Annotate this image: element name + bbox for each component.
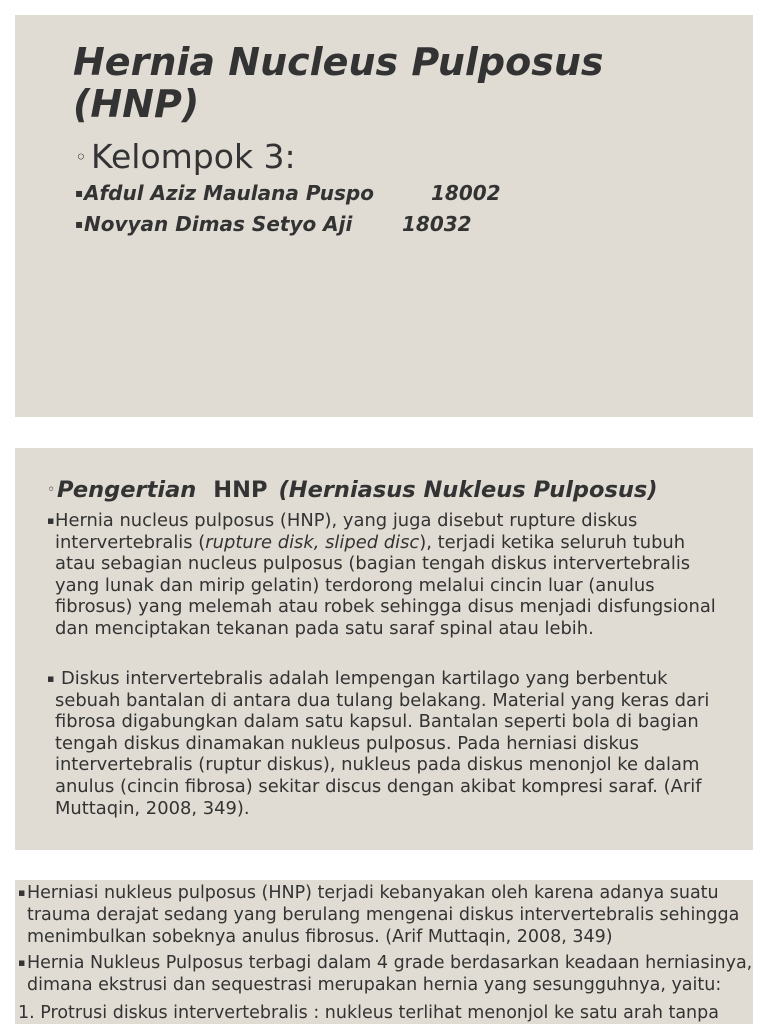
paragraph-line [18,882,739,904]
paragraph-line: tengah diskus dinamakan nukleus pulposus. Pada herniasi diskus [55,732,639,754]
paragraph-line [47,668,709,690]
line-text: intervertebralis ( [55,531,206,553]
list-item: 1. Protrusi diskus intervertebralis : nukleus terlihat menonjol ke satu arah tanpa [18,1003,719,1023]
paragraph-line: fibrosus) yang melemah atau robek sehingga disus menjadi disfungsional [55,596,716,618]
paragraph-line: menimbulkan sobeknya anulus fibrosus. (Arif Muttaqin, 2008, 349) [27,927,613,947]
section-heading [47,476,658,504]
paragraph-line [47,510,716,532]
member-id: 18032 [402,212,472,236]
member-id: 18002 [431,181,501,205]
paragraph-line: dimana ekstrusi dan sequestrasi merupakan hernia yang sesungguhnya, yaitu: [27,975,722,995]
member-name: Novyan Dimas Setyo Aji [84,212,353,236]
italic-term: rupture disk, sliped disc [205,531,420,553]
member-row [75,178,575,209]
grade-paragraph [18,952,752,996]
line-text: Diskus intervertebralis adalah lempengan kartilago yang berbentuk [61,668,668,689]
line-text: ), terjadi ketika seluruh tubuh [419,531,686,553]
square-bullet-icon: ▪ [18,886,26,899]
circle-bullet-icon: ◦ [47,482,56,498]
square-bullet-icon: ▪ [47,514,55,527]
paragraph-line: sebuah bantalan di antara dua tulang belakang. Material yang keras dari [55,689,710,711]
paragraph-line [18,952,752,974]
cause-paragraph [18,882,739,948]
heading-full-name: (Herniasus Nukleus Pulposus) [278,477,658,503]
slide-definition [15,448,753,850]
paragraph-line: dan menciptakan tekanan pada satu saraf spinal atau lebih. [55,617,594,639]
paragraph-line: yang lunak dan mirip gelatin) terdorong melalui cincin luar (anulus [55,574,655,596]
paragraph-line: intervertebralis (ruptur diskus), nukleus pada diskus menonjol ke dalam [55,754,700,776]
group-heading [75,137,296,177]
line-text: Herniasi nukleus pulposus (HNP) terjadi kebanyakan oleh karena adanya suatu [27,883,719,903]
slide-classification [15,880,753,1024]
paragraph-line [47,532,716,554]
heading-term: Pengertian [57,477,197,503]
paragraph-line: trauma derajat sedang yang berulang mengenai diskus intervertebralis sehingga [27,905,740,925]
square-bullet-icon: ▪ [18,956,26,969]
square-bullet-icon: ▪ [75,186,84,200]
paragraph-line: fibrosa digabungkan dalam satu kapsul. Bantalan seperti bola di bagian [55,711,699,733]
description-paragraph [47,668,709,819]
paragraph-line: anulus (cincin fibrosa) sekitar discus dengan akibat kompresi saraf. (Arif [55,775,702,797]
title-line: Hernia Nucleus Pulposus [73,40,604,84]
paragraph-line: atau sebagian nucleus pulposus (bagian tengah diskus intervertebralis [55,553,691,575]
numbered-list [18,1002,719,1024]
circle-bullet-icon: ◦ [75,145,87,169]
line-text: Hernia nucleus pulposus (HNP), yang juga disebut rupture diskus [55,510,638,531]
title-line: (HNP) [73,82,200,126]
paragraph-line: Muttaqin, 2008, 349). [55,797,250,819]
member-row [75,209,575,240]
group-label: Kelompok 3: [91,137,296,176]
definition-paragraph [47,510,716,640]
page-title [73,41,604,125]
line-text: Hernia Nukleus Pulposus terbagi dalam 4 grade berdasarkan keadaan herniasinya, [27,953,753,973]
square-bullet-icon: ▪ [75,217,84,231]
heading-abbreviation: HNP [213,477,268,503]
square-bullet-icon: ▪ [47,672,55,685]
member-name: Afdul Aziz Maulana Puspo [84,181,374,205]
slide-title [15,15,753,417]
